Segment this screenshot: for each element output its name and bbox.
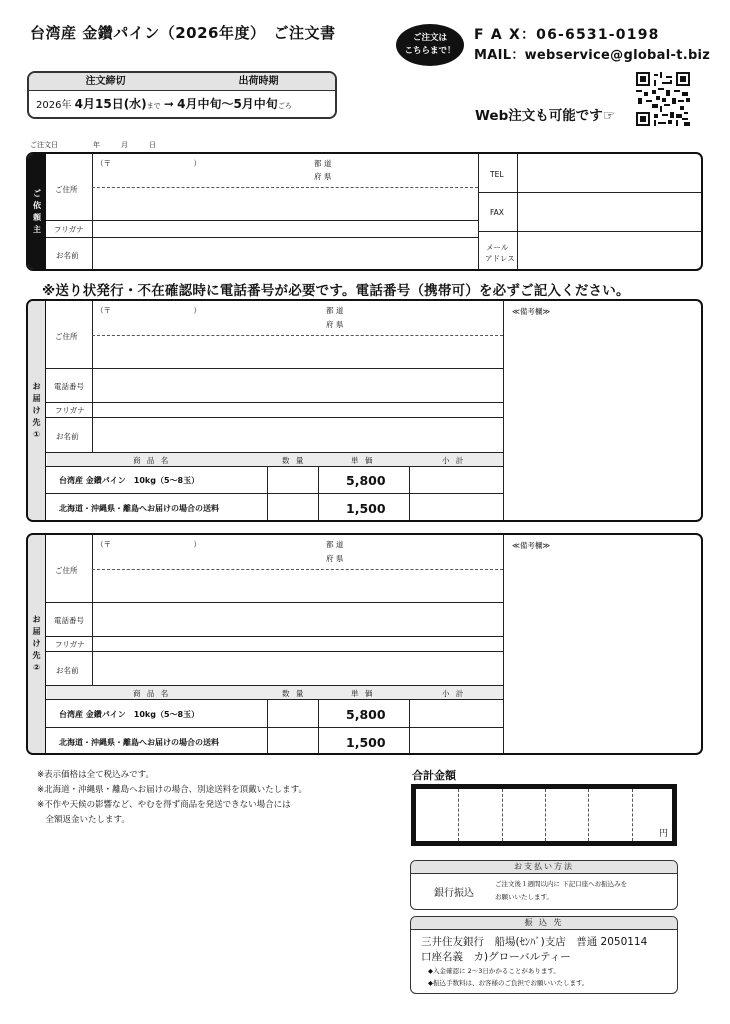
payment-method-box (410, 860, 678, 910)
qr-code-icon[interactable] (636, 72, 690, 126)
destination-1-side-label: お 届 け 先 ① (28, 301, 46, 520)
total-amount-field[interactable] (411, 784, 677, 846)
deadline-date: 4月15日(水) (74, 97, 147, 111)
dest1-address-label: ご住所 (55, 332, 78, 341)
bank-header: 振 込 先 (411, 917, 677, 930)
bank-account: 三井住友銀行 船場(ｾﾝﾊﾞ)支店 普通 2050114 (421, 936, 648, 948)
requester-side-label: ご 依 頼 主 (28, 154, 46, 269)
mail-address[interactable]: MAIL：webservice@global-t.biz (474, 48, 711, 63)
dest2-address-field[interactable] (93, 570, 502, 601)
dest2-qty2-field[interactable] (268, 728, 317, 753)
note-line-2: ※北海道・沖縄県・離島へお届けの場合、別途送料を頂戴いたします。 (37, 785, 307, 795)
dest1-name-field[interactable] (93, 418, 502, 451)
dest2-subtotal2-field[interactable] (410, 728, 502, 753)
dest2-product2-price: 1,500 (346, 735, 386, 750)
dest2-remarks-label: ≪備考欄≫ (512, 541, 551, 550)
dest1-furigana-label: フリガナ (55, 406, 85, 415)
dest1-remarks-field[interactable] (504, 317, 701, 519)
dest1-qty2-field[interactable] (268, 494, 317, 520)
web-order-note: Web注文も可能です☞ (475, 108, 615, 124)
notes (37, 768, 307, 828)
ship-goro: ごろ (277, 102, 292, 110)
dest1-postal: （〒 ） (96, 306, 201, 315)
phone-warning: ※送り状発行・不在確認時に電話番号が必要です。電話番号（携帯可）を必ずご記入ください。 (42, 283, 630, 299)
deadline-made: まで (146, 102, 161, 110)
destination-2-box (26, 533, 703, 755)
dest2-furigana-label: フリガナ (55, 640, 85, 649)
dest1-col-qty: 数 量 (282, 456, 306, 465)
dest1-phone-field[interactable] (93, 369, 502, 401)
dest1-product2-price: 1,500 (346, 501, 386, 516)
dest2-product1-price: 5,800 (346, 707, 386, 722)
contact-badge (396, 24, 464, 66)
dest2-address-label: ご住所 (55, 566, 78, 575)
fax-number: F A X：06-6531-0198 (474, 27, 660, 43)
destination-2-side-label: お 届 け 先 ② (28, 535, 46, 753)
bank-note-2: ◆振込手数料は、お客様のご負担でお願いいたします。 (428, 979, 589, 987)
dest1-product2-name: 北海道・沖縄県・離島へお届けの場合の送料 (59, 504, 219, 513)
dest2-name-field[interactable] (93, 652, 502, 684)
dest2-qty1-field[interactable] (268, 700, 317, 726)
deadline-year: 2026年 (36, 100, 72, 111)
dest2-remarks-field[interactable] (504, 551, 701, 752)
schedule-box (27, 71, 337, 119)
dest1-furigana-field[interactable] (93, 403, 502, 416)
dest2-col-product: 商 品 名 (133, 689, 171, 698)
note-line-3: ※不作や天候の影響など、やむを得ず商品を発送できない場合には (37, 800, 291, 810)
bank-note-1: ◆入金確認に 2〜3日かかることがあります。 (428, 967, 560, 975)
dest2-phone-field[interactable] (93, 603, 502, 635)
requester-address-label: ご住所 (55, 185, 78, 194)
dest2-name-label: お名前 (56, 666, 79, 675)
dest1-pref1: 都 道 (326, 306, 344, 315)
note-line-4: 全額返金いたします。 (37, 815, 130, 825)
ship-period: 4月中旬〜5月中旬 (177, 97, 278, 111)
dest1-qty1-field[interactable] (268, 467, 317, 492)
requester-address-field[interactable] (93, 188, 477, 219)
requester-fax-field[interactable] (518, 193, 702, 230)
dest1-subtotal1-field[interactable] (410, 467, 502, 492)
requester-tel-label: TEL (490, 170, 504, 179)
requester-furigana-label: フリガナ (54, 225, 84, 234)
deadline-label: 注文締切 (85, 76, 126, 87)
dest1-subtotal2-field[interactable] (410, 494, 502, 520)
dest1-name-label: お名前 (56, 432, 79, 441)
dest1-col-product: 商 品 名 (133, 456, 171, 465)
requester-mail-label1: メール (486, 243, 509, 252)
dest2-product1-name: 台湾産 金鑽パイン 10kg（5〜8玉） (59, 710, 200, 719)
dest1-pref2: 府 県 (326, 320, 344, 329)
dest2-col-qty: 数 量 (282, 689, 306, 698)
dest2-pref1: 都 道 (326, 540, 344, 549)
requester-name-field[interactable] (93, 238, 477, 268)
dest1-phone-label: 電話番号 (54, 382, 84, 391)
dest2-phone-label: 電話番号 (54, 616, 84, 625)
payment-desc-2: お願いいたします。 (495, 893, 553, 901)
arrow-icon: ➞ (163, 97, 174, 111)
destination-1-box (26, 299, 703, 522)
order-date-field[interactable]: ご注文日 年 月 日 (30, 141, 156, 149)
yen-unit: 円 (658, 829, 668, 839)
total-label: 合計金額 (412, 769, 456, 782)
dest1-address-field[interactable] (93, 336, 502, 367)
badge-line2: こちらまで！ (404, 46, 456, 56)
requester-pref1: 都 道 (314, 159, 332, 168)
dest1-col-price: 単 価 (351, 456, 375, 465)
bank-holder: 口座名義 カ)グローバルティー (421, 951, 571, 963)
note-line-1: ※表示価格は全て税込みです。 (37, 770, 154, 780)
dest2-subtotal1-field[interactable] (410, 700, 502, 726)
requester-box (26, 152, 703, 271)
dest1-product1-name: 台湾産 金鑽パイン 10kg（5〜8玉） (59, 476, 200, 485)
dest1-product1-price: 5,800 (346, 473, 386, 488)
requester-mail-field[interactable] (518, 232, 702, 268)
dest2-furigana-field[interactable] (93, 637, 502, 650)
dest1-col-subtotal: 小 計 (442, 456, 466, 465)
ship-label: 出荷時期 (238, 76, 279, 87)
dest1-remarks-label: ≪備考欄≫ (512, 307, 551, 316)
requester-furigana-field[interactable] (93, 221, 477, 236)
requester-fax-label: FAX (490, 208, 504, 217)
dest2-col-price: 単 価 (351, 689, 375, 698)
badge-line1: ご注文は (412, 33, 447, 43)
requester-mail-label2: アドレス (485, 254, 515, 263)
dest2-postal: （〒 ） (96, 540, 201, 549)
payment-method: 銀行振込 (434, 888, 474, 899)
page-title: 台湾産 金鑽パイン（2026年度） ご注文書 (30, 24, 336, 42)
requester-tel-field[interactable] (518, 154, 702, 191)
payment-header: お支払い方法 (411, 861, 677, 874)
dest2-product2-name: 北海道・沖縄県・離島へお届けの場合の送料 (59, 738, 219, 747)
dest2-pref2: 府 県 (326, 554, 344, 563)
requester-postal: （〒 ） (96, 159, 201, 168)
dest2-col-subtotal: 小 計 (442, 689, 466, 698)
payment-desc-1: ご注文後１週間以内に 下記口座へお振込みを (495, 880, 628, 888)
bank-transfer-box (410, 916, 678, 994)
requester-pref2: 府 県 (314, 172, 332, 181)
requester-name-label: お名前 (56, 251, 79, 260)
